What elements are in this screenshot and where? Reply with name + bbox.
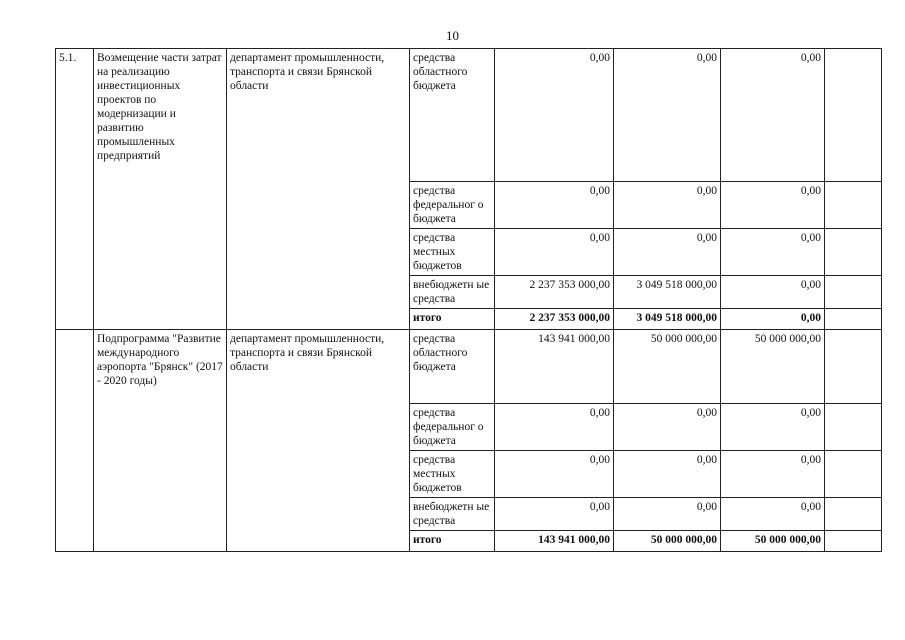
amount-value-3: 0,00 <box>721 404 825 451</box>
funding-source-label: внебюджетн ые средства <box>410 276 495 309</box>
table-row <box>56 330 882 404</box>
amount-value-2: 0,00 <box>614 404 721 451</box>
amount-value-3: 0,00 <box>721 451 825 498</box>
empty-cell <box>825 404 882 451</box>
amount-value-1: 0,00 <box>495 229 614 276</box>
amount-value-3: 0,00 <box>721 49 825 182</box>
amount-value-2: 3 049 518 000,00 <box>614 276 721 309</box>
total-value-2: 50 000 000,00 <box>614 531 721 552</box>
item-number <box>56 330 94 552</box>
amount-value-2: 0,00 <box>614 182 721 229</box>
amount-value-1: 143 941 000,00 <box>495 330 614 404</box>
page-number: 10 <box>446 28 459 43</box>
empty-cell <box>825 182 882 229</box>
total-value-3: 0,00 <box>721 309 825 330</box>
amount-value-3: 0,00 <box>721 276 825 309</box>
empty-cell <box>825 531 882 552</box>
table-row <box>56 49 882 182</box>
item-name: Возмещение части затрат на реализацию инвестиционных проектов по модернизации и развитию промышленных предприятий <box>94 49 227 330</box>
amount-value-3: 0,00 <box>721 229 825 276</box>
amount-value-1: 0,00 <box>495 49 614 182</box>
amount-value-2: 0,00 <box>614 229 721 276</box>
amount-value-3: 0,00 <box>721 498 825 531</box>
amount-value-1: 0,00 <box>495 498 614 531</box>
empty-cell <box>825 451 882 498</box>
amount-value-3: 50 000 000,00 <box>721 330 825 404</box>
total-value-3: 50 000 000,00 <box>721 531 825 552</box>
item-executor: департамент промышленности, транспорта и связи Брянской области <box>227 330 410 552</box>
amount-value-3: 0,00 <box>721 182 825 229</box>
funding-source-label: средства областного бюджета <box>410 49 495 182</box>
funding-source-label: средства местных бюджетов <box>410 229 495 276</box>
amount-value-1: 0,00 <box>495 404 614 451</box>
empty-cell <box>825 498 882 531</box>
funding-source-label: внебюджетн ые средства <box>410 498 495 531</box>
item-executor: департамент промышленности, транспорта и связи Брянской области <box>227 49 410 330</box>
item-name: Подпрограмма "Развитие международного аэропорта "Брянск" (2017 - 2020 годы) <box>94 330 227 552</box>
total-label: итого <box>410 309 495 330</box>
amount-value-2: 0,00 <box>614 451 721 498</box>
total-value-2: 3 049 518 000,00 <box>614 309 721 330</box>
amount-value-2: 0,00 <box>614 49 721 182</box>
amount-value-1: 0,00 <box>495 182 614 229</box>
total-value-1: 143 941 000,00 <box>495 531 614 552</box>
funding-source-label: средства федеральног о бюджета <box>410 404 495 451</box>
amount-value-2: 0,00 <box>614 498 721 531</box>
amount-value-1: 2 237 353 000,00 <box>495 276 614 309</box>
total-value-1: 2 237 353 000,00 <box>495 309 614 330</box>
total-label: итого <box>410 531 495 552</box>
amount-value-1: 0,00 <box>495 451 614 498</box>
amount-value-2: 50 000 000,00 <box>614 330 721 404</box>
empty-cell <box>825 229 882 276</box>
budget-table <box>55 48 882 552</box>
empty-cell <box>825 309 882 330</box>
funding-source-label: средства местных бюджетов <box>410 451 495 498</box>
empty-cell <box>825 276 882 309</box>
item-number: 5.1. <box>56 49 94 330</box>
funding-source-label: средства федеральног о бюджета <box>410 182 495 229</box>
funding-source-label: средства областного бюджета <box>410 330 495 404</box>
empty-cell <box>825 330 882 404</box>
empty-cell <box>825 49 882 182</box>
